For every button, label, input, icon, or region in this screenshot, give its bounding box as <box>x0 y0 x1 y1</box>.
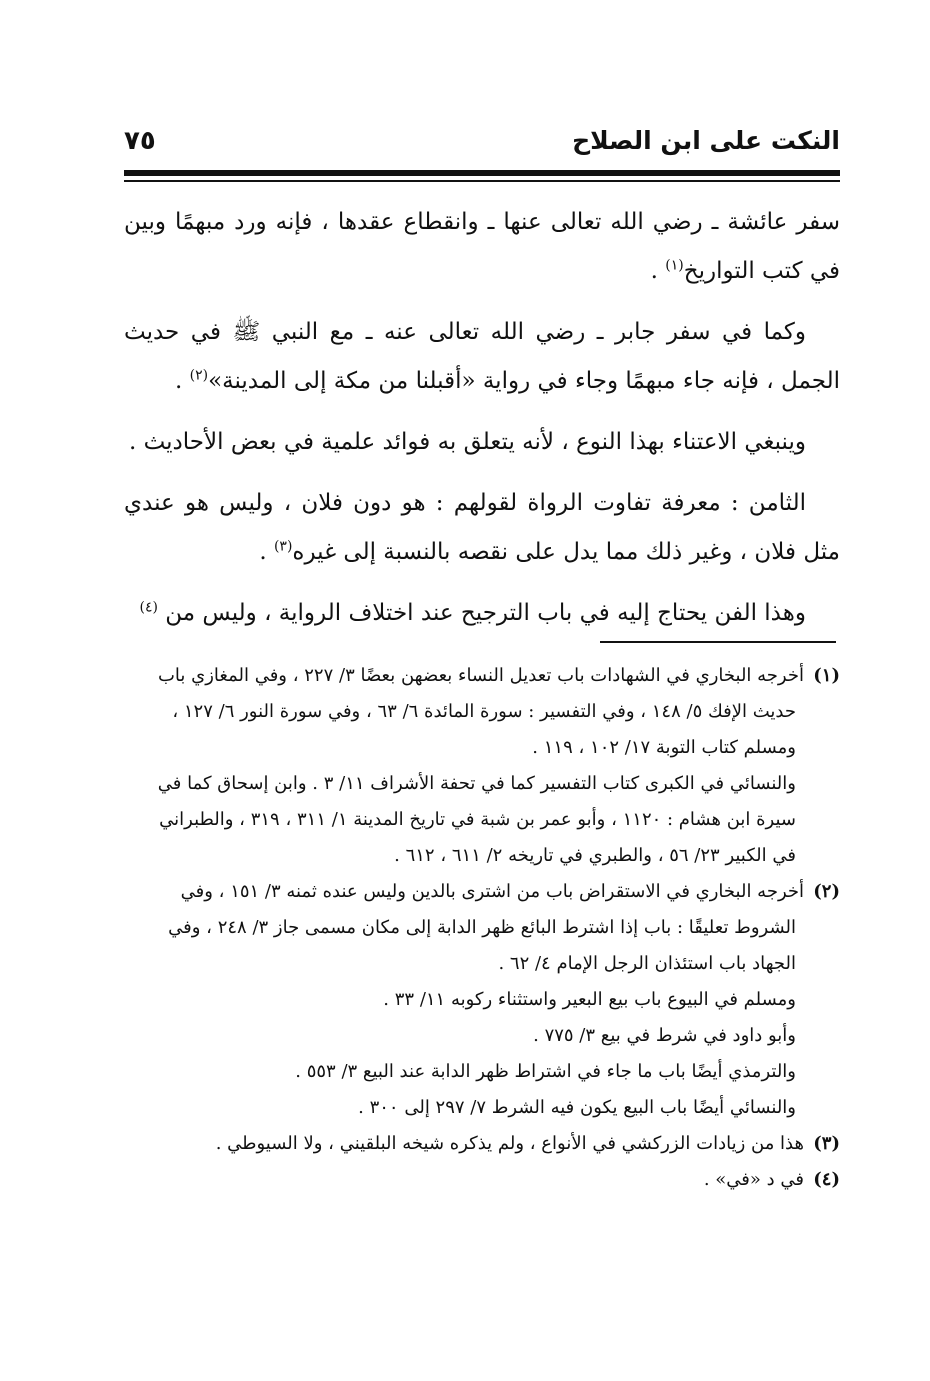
footnote-3-text: هذا من زيادات الزركشي في الأنواع ، ولم يذكره شيخه البلقيني ، ولا السيوطي . <box>215 1133 804 1154</box>
header-rule <box>124 170 840 176</box>
paragraph-2 <box>124 308 840 406</box>
header-rule-thin <box>124 180 840 182</box>
paragraph-1-end: . <box>650 258 666 284</box>
footnote-2-line: والنسائي أيضًا باب البيع يكون فيه الشرط ٧/ ٢٩٧ إلى ٣٠٠ . <box>358 1097 796 1118</box>
footnote-1-line: ومسلم كتاب التوبة ١٧/ ١٠٢ ، ١١٩ . <box>532 737 796 758</box>
page-header <box>124 118 840 166</box>
footnote-2-line <box>124 874 840 910</box>
footnote-1-text: أخرجه البخاري في الشهادات باب تعديل النساء بعضهن بعضًا ٣/ ٢٢٧ ، وفي المغازي باب <box>157 665 804 686</box>
paragraph-4-end: . <box>259 539 274 565</box>
footnote-3-number: (٣) <box>813 1133 840 1154</box>
footnote-1-line: في الكبير ٢٣/ ٥٦ ، والطبري في تاريخه ٢/ ٦١١ ، ٦١٢ . <box>394 845 796 866</box>
footnote-separator <box>600 641 836 643</box>
footnote-1-number: (١) <box>813 665 840 686</box>
footnote-2-line: والترمذي أيضًا باب ما جاء في اشتراط ظهر الدابة عند البيع ٣/ ٥٥٣ . <box>295 1061 796 1082</box>
footnote-1-line: حديث الإفك ٥/ ١٤٨ ، وفي التفسير : سورة المائدة ٦/ ٦٣ ، وفي سورة النور ٦/ ١٢٧ ، <box>172 701 796 722</box>
paragraph-4-text: الثامن : معرفة تفاوت الرواة لقولهم : هو دون فلان ، وليس هو عندي مثل فلان ، وغير ذلك مما يدل على نقصه بالنسبة إلى غيره <box>124 490 840 565</box>
footnote-2-number: (٢) <box>813 881 840 902</box>
footnote-4 <box>124 1162 840 1198</box>
footnote-3 <box>124 1126 840 1162</box>
footnote-2-line: وأبو داود في شرط في بيع ٣/ ٧٧٥ . <box>533 1025 796 1046</box>
footnote-1-line: والنسائي في الكبرى كتاب التفسير كما في تحفة الأشراف ١١/ ٣ . وابن إسحاق كما في <box>157 773 796 794</box>
footnote-4-text: في د «في» . <box>703 1169 804 1190</box>
footnote-ref-3[interactable]: (٣) <box>273 538 293 555</box>
paragraph-5-text: وهذا الفن يحتاج إليه في باب الترجيح عند اختلاف الرواية ، وليس من <box>157 600 806 626</box>
footnote-2-line: الجهاد باب استئذان الرجل الإمام ٤/ ٦٢ . <box>498 953 796 974</box>
footnote-ref-2[interactable]: (٢) <box>189 367 209 384</box>
paragraph-1-text: سفر عائشة ـ رضي الله تعالى عنها ـ وانقطاع عقدها ، فإنه ورد مبهمًا وبين في كتب التواريخ <box>124 209 840 284</box>
paragraph-1 <box>124 198 840 296</box>
footnote-2-line: الشروط تعليقًا : باب إذا اشترط البائع ظهر الدابة إلى مكان مسمى جاز ٣/ ٢٤٨ ، وفي <box>168 917 796 938</box>
running-title: النكت على ابن الصلاح <box>572 126 840 155</box>
paragraph-4 <box>124 479 840 577</box>
footnote-2 <box>124 874 840 1126</box>
footnote-ref-4[interactable]: (٤) <box>139 599 158 616</box>
paragraph-3 <box>124 418 840 467</box>
paragraph-3-text: وينبغي الاعتناء بهذا النوع ، لأنه يتعلق به فوائد علمية في بعض الأحاديث . <box>128 429 806 455</box>
paragraph-5 <box>124 589 840 638</box>
main-text <box>124 198 840 650</box>
footnote-1-line <box>124 658 840 694</box>
footnote-1 <box>124 658 840 874</box>
footnote-1-line: سيرة ابن هشام : ١١٢٠ ، وأبو عمر بن شبة في تاريخ المدينة ١/ ٣١١ ، ٣١٩ ، والطبراني <box>159 809 796 830</box>
footnote-4-line <box>124 1162 840 1198</box>
page-number: ٧٥ <box>124 126 156 156</box>
footnote-4-number: (٤) <box>813 1169 840 1190</box>
footnotes <box>124 658 840 1198</box>
paragraph-2-end: . <box>174 368 190 394</box>
footnote-2-text: أخرجه البخاري في الاستقراض باب من اشترى بالدين وليس عنده ثمنه ٣/ ١٥١ ، وفي <box>180 881 804 902</box>
footnote-ref-1[interactable]: (١) <box>665 257 684 274</box>
paragraph-2-text: وكما في سفر جابر ـ رضي الله تعالى عنه ـ مع النبي ﷺ في حديث الجمل ، فإنه جاء مبهمًا وجاء في رواية «أقبلنا من مكة إلى المدينة» <box>124 319 840 394</box>
footnote-2-line: ومسلم في البيوع باب بيع البعير واستثناء ركوبه ١١/ ٣٣ . <box>383 989 796 1010</box>
footnote-3-line <box>124 1126 840 1162</box>
